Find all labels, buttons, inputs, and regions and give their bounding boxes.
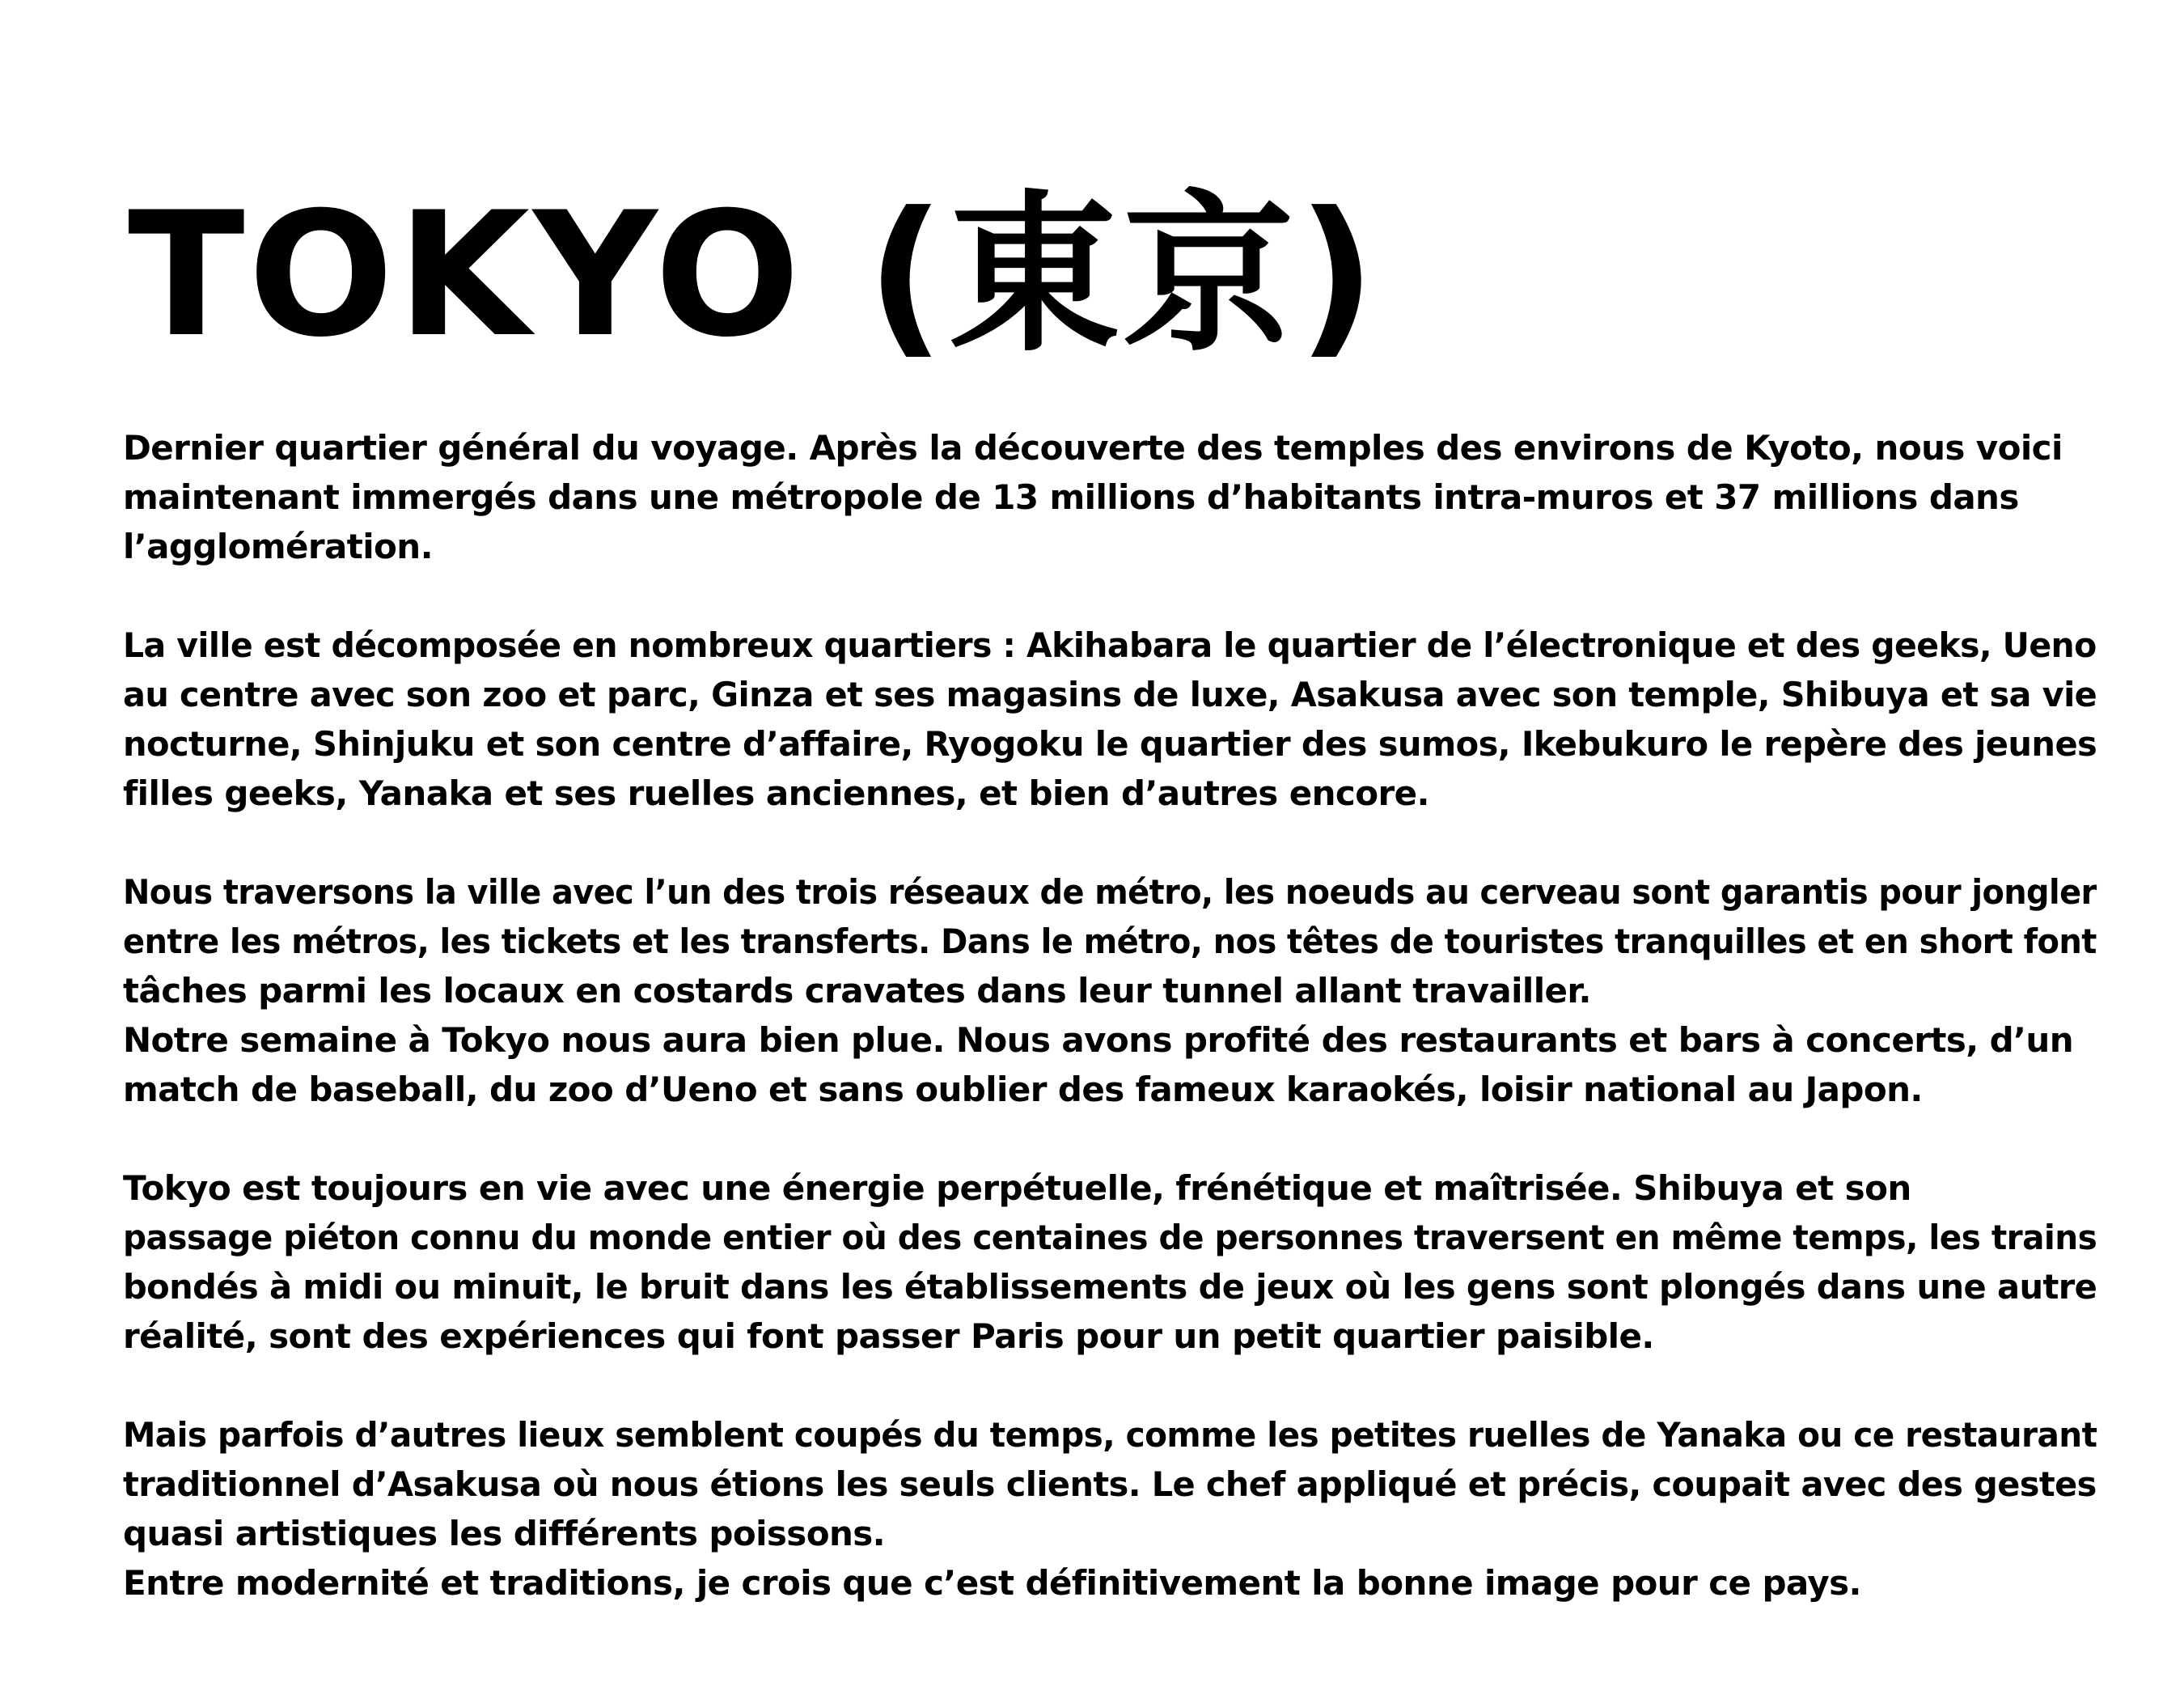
paragraph-traditions (123, 1410, 2097, 1608)
page-title: TOKYO (東京) (128, 175, 1379, 375)
text-line: Entre modernité et traditions, je crois que c’est définitivement la bonne image pour ce pays. (123, 1563, 1861, 1603)
text-line: Nous traversons la ville avec l’un des trois réseaux de métro, les noeuds au cerveau sont garantis pour jongler (123, 872, 2097, 912)
paragraph-intro (123, 423, 2097, 571)
text-line: quasi artistiques les différents poissons. (123, 1514, 886, 1553)
text-line: l’agglomération. (123, 527, 433, 566)
text-line: tâches parmi les locaux en costards cravates dans leur tunnel allant travailler. (123, 971, 1591, 1011)
text-line: Notre semaine à Tokyo nous aura bien plue. Nous avons profité des restaurants et bars à concerts, d’un (123, 1020, 2074, 1060)
text-line: réalité, sont des expériences qui font passer Paris pour un petit quartier paisible. (123, 1316, 1654, 1356)
text-line: Dernier quartier général du voyage. Après la découverte des temples des environs de Kyoto, nous voici (123, 428, 2063, 468)
text-line: nocturne, Shinjuku et son centre d’affaire, Ryogoku le quartier des sumos, Ikebukuro le repère des jeunes (123, 724, 2097, 764)
paragraph-metro (123, 867, 2097, 1114)
text-line: Tokyo est toujours en vie avec une énergie perpétuelle, frénétique et maîtrisée. Shibuya et son (123, 1168, 1911, 1208)
text-line: traditionnel d’Asakusa où nous étions les seuls clients. Le chef appliqué et précis, coupait avec des gestes (123, 1464, 2097, 1504)
text-line: maintenant immergés dans une métropole de 13 millions d’habitants intra-muros et 37 millions dans (123, 477, 2019, 517)
text-line: La ville est décomposée en nombreux quartiers : Akihabara le quartier de l’électronique et des geeks, Ueno (123, 625, 2097, 665)
text-line: passage piéton connu du monde entier où des centaines de personnes traversent en même temps, les trains (123, 1218, 2097, 1257)
text-line: Mais parfois d’autres lieux semblent coupés du temps, comme les petites ruelles de Yanaka ou ce restaurant (123, 1415, 2097, 1455)
text-line: bondés à midi ou minuit, le bruit dans les établissements de jeux où les gens sont plongés dans une autre (123, 1267, 2097, 1307)
text-line: entre les métros, les tickets et les transferts. Dans le métro, nos têtes de touristes tranquilles et en short font (123, 922, 2097, 961)
text-line: au centre avec son zoo et parc, Ginza et ses magasins de luxe, Asakusa avec son temple, Shibuya et sa vie (123, 675, 2097, 714)
body-text (123, 423, 2097, 1657)
paragraph-districts (123, 621, 2097, 818)
paragraph-energy (123, 1163, 2097, 1361)
text-line: match de baseball, du zoo d’Ueno et sans oublier des fameux karaokés, loisir national au Japon. (123, 1070, 1923, 1109)
text-line: filles geeks, Yanaka et ses ruelles anciennes, et bien d’autres encore. (123, 773, 1429, 813)
